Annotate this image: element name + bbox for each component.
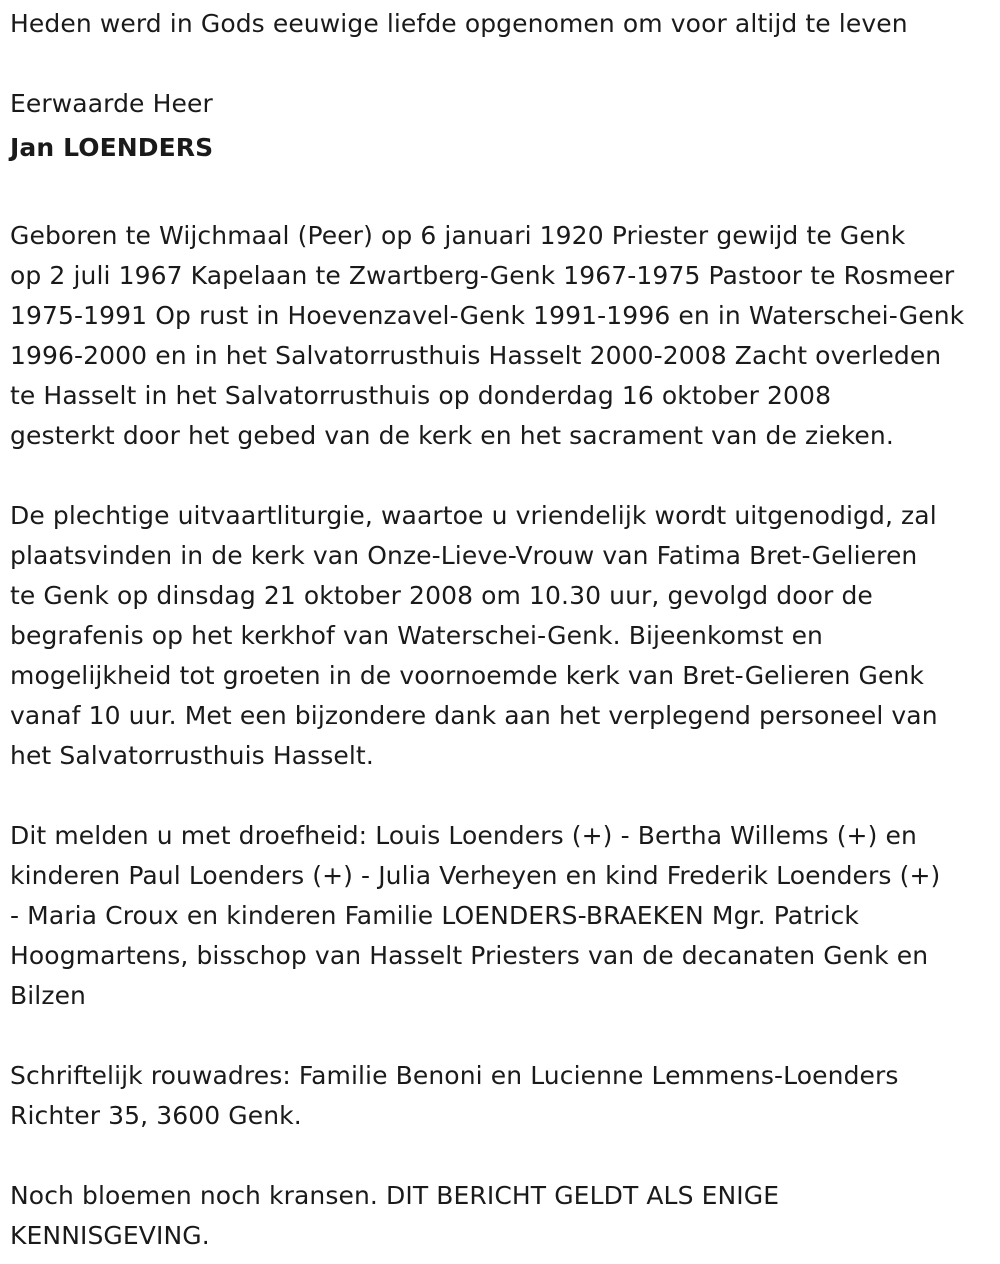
biography-paragraph [10,216,1000,456]
text-line: Bilzen [10,981,86,1010]
text-line: op 2 juli 1967 Kapelaan te Zwartberg-Genk 1967-1975 Pastoor te Rosmeer [10,261,955,290]
text-line: mogelijkheid tot groeten in de voornoemde kerk van Bret-Gelieren Genk [10,661,925,690]
text-line: Noch bloemen noch kransen. DIT BERICHT GELDT ALS ENIGE [10,1181,780,1210]
text-line: kinderen Paul Loenders (+) - Julia Verheyen en kind Frederik Loenders (+) [10,861,941,890]
text-line: Geboren te Wijchmaal (Peer) op 6 januari 1920 Priester gewijd te Genk [10,221,906,250]
spacer [10,44,1000,84]
text-line: De plechtige uitvaartliturgie, waartoe u vriendelijk wordt uitgenodigd, zal [10,501,937,530]
obituary-body [10,216,1000,1256]
text-line: KENNISGEVING. [10,1221,210,1250]
text-line: begrafenis op het kerkhof van Waterschei-Genk. Bijeenkomst en [10,621,823,650]
text-line: vanaf 10 uur. Met een bijzondere dank aan het verplegend personeel van [10,701,938,730]
family-paragraph [10,816,1000,1016]
text-line: Richter 35, 3600 Genk. [10,1101,302,1130]
spacer [10,176,1000,216]
address-paragraph [10,1056,1000,1136]
text-line: gesterkt door het gebed van de kerk en het sacrament van de zieken. [10,421,894,450]
honorific-title: Eerwaarde Heer [10,89,213,118]
text-line: te Genk op dinsdag 21 oktober 2008 om 10.30 uur, gevolgd door de [10,581,873,610]
text-line: te Hasselt in het Salvatorrusthuis op donderdag 16 oktober 2008 [10,381,832,410]
text-line: 1996-2000 en in het Salvatorrusthuis Hasselt 2000-2008 Zacht overleden [10,341,942,370]
text-line: Schriftelijk rouwadres: Familie Benoni en Lucienne Lemmens-Loenders [10,1061,899,1090]
funeral-paragraph [10,496,1000,776]
text-line: - Maria Croux en kinderen Familie LOENDERS-BRAEKEN Mgr. Patrick [10,901,859,930]
deceased-name: Jan LOENDERS [10,133,214,162]
text-line: het Salvatorrusthuis Hasselt. [10,741,374,770]
intro-text: Heden werd in Gods eeuwige liefde opgenomen om voor altijd te leven [10,9,908,38]
notice-paragraph [10,1176,1000,1256]
text-line: Dit melden u met droefheid: Louis Loenders (+) - Bertha Willems (+) en [10,821,917,850]
text-line: Hoogmartens, bisschop van Hasselt Priesters van de decanaten Genk en [10,941,929,970]
text-line: plaatsvinden in de kerk van Onze-Lieve-Vrouw van Fatima Bret-Gelieren [10,541,918,570]
text-line: 1975-1991 Op rust in Hoevenzavel-Genk 1991-1996 en in Waterschei-Genk [10,301,965,330]
